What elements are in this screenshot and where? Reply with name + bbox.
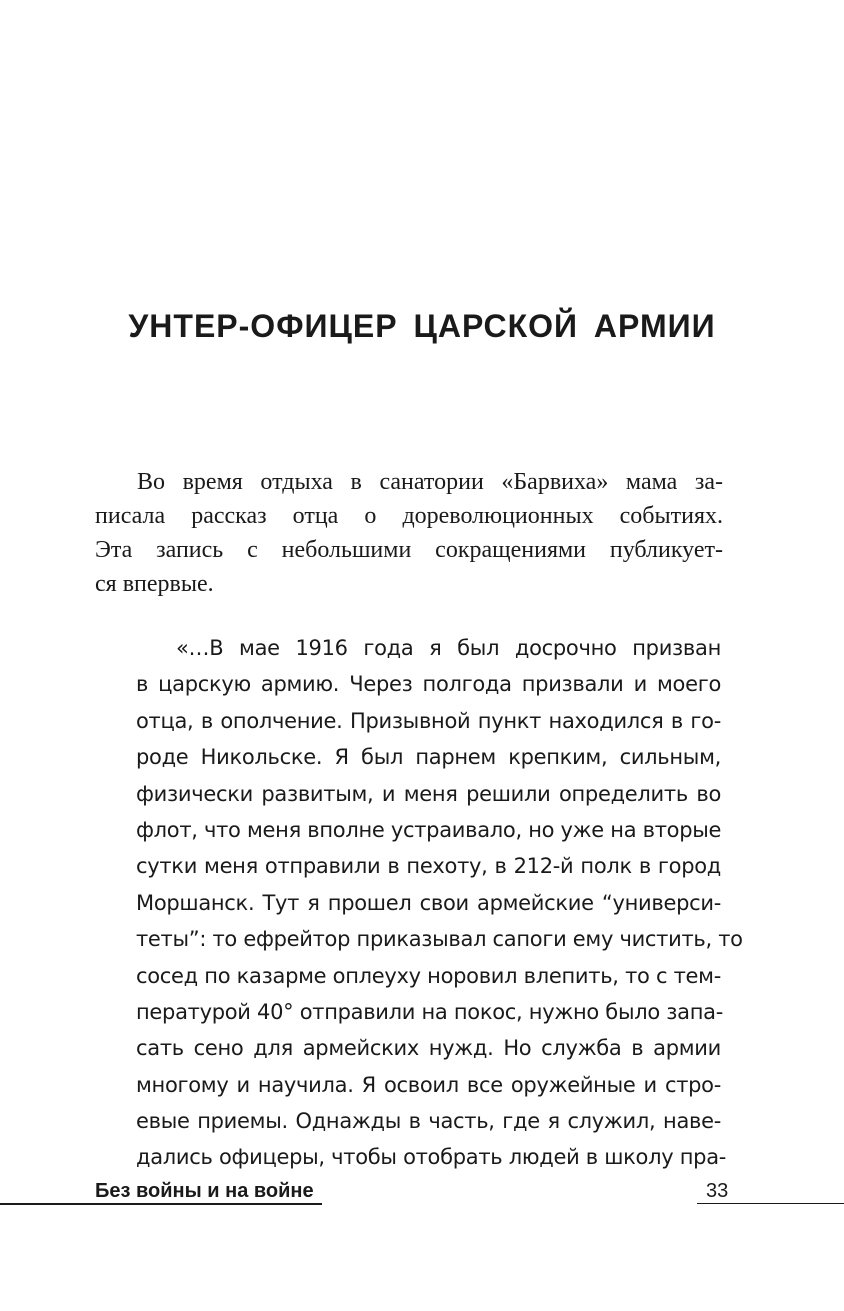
intro-line: писала рассказ отца о дореволюционных событиях.: [95, 503, 723, 529]
body-line: в царскую армию. Через полгода призвали и моего: [136, 672, 721, 697]
body-line: роде Никольске. Я был парнем крепким, сильным,: [136, 745, 721, 770]
footer-rule-left: [0, 1203, 322, 1205]
page-number: 33: [706, 1180, 729, 1202]
chapter-title: УНТЕР-ОФИЦЕР ЦАРСКОЙ АРМИИ: [128, 308, 716, 344]
body-line: «…В мае 1916 года я был досрочно призван: [176, 636, 721, 660]
body-paragraph: [136, 630, 743, 1176]
body-line: теты”: то ефрейтор приказывал сапоги ему чистить, то: [136, 927, 743, 952]
page-footer: [0, 1176, 844, 1216]
body-line: многому и научила. Я освоил все оружейные и стро-: [136, 1072, 721, 1097]
footer-rule-right: [697, 1203, 844, 1204]
body-line: отца, в ополчение. Призывной пункт находился в го-: [136, 708, 721, 733]
body-line: физически развитым, и меня решили определить во: [136, 781, 721, 806]
body-line: евые приемы. Однажды в часть, где я служил, наве-: [136, 1109, 721, 1134]
intro-line: ся впервые.: [95, 571, 214, 597]
body-line: флот, что меня вполне устраивало, но уже на вторые: [136, 817, 722, 842]
body-line: пературой 40° отправили на покос, нужно было запа-: [136, 999, 723, 1024]
body-line: сать сено для армейских нужд. Но служба в армии: [136, 1036, 721, 1061]
body-line: дались офицеры, чтобы отобрать людей в школу пра-: [136, 1145, 727, 1170]
intro-paragraph: [95, 465, 723, 601]
body-line: сутки меня отправили в пехоту, в 212-й полк в город: [136, 854, 721, 879]
body-line: сосед по казарме оплеуху норовил влепить, то с тем-: [136, 963, 721, 988]
body-line: Моршанск. Тут я прошел свои армейские “универси-: [136, 890, 721, 915]
intro-line: Во время отдыха в санатории «Барвиха» мама за-: [137, 469, 723, 495]
footer-book-title: Без войны и на войне: [95, 1180, 314, 1202]
intro-line: Эта запись с небольшими сокращениями публикует-: [95, 537, 723, 563]
